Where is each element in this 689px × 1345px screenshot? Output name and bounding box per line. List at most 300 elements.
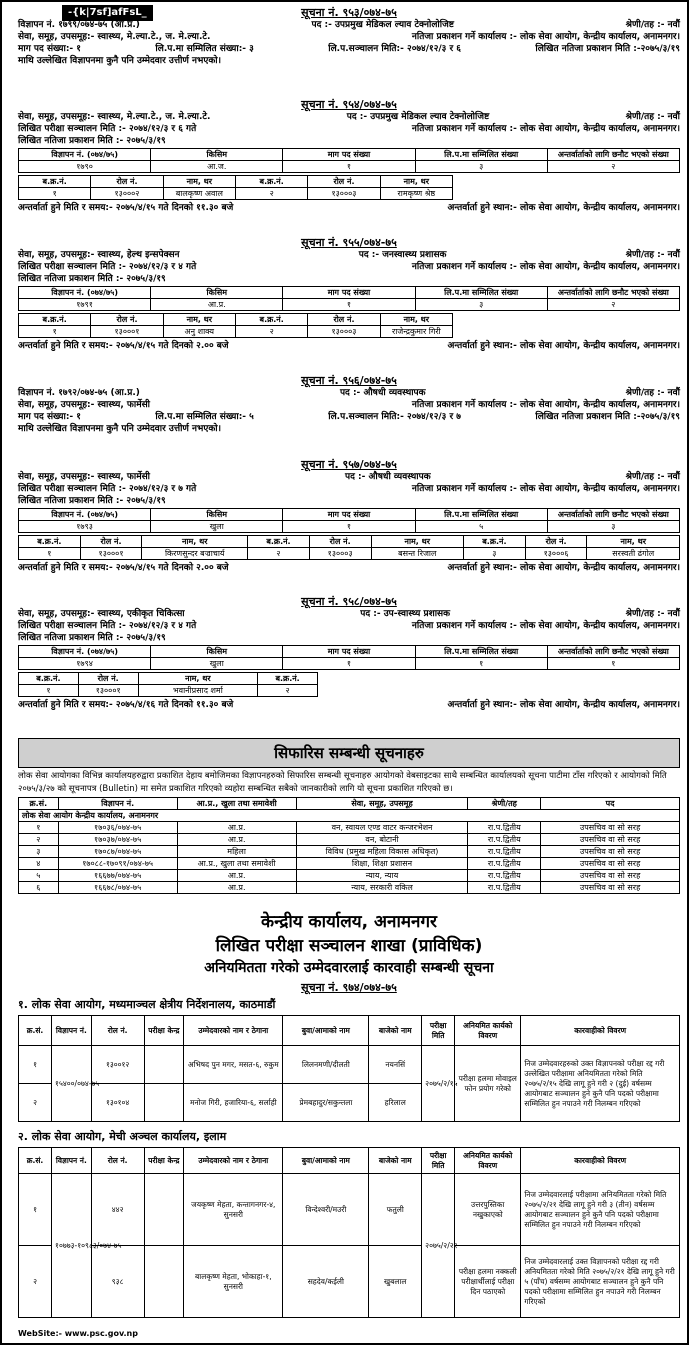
exam-date: लिखित परीक्षा सञ्चालन मिति :- २०७४/१२/३ र ७ गते [18, 484, 197, 494]
adv-table [18, 148, 680, 173]
cell: उत्तरपुस्तिका नखुकाएको [455, 1174, 521, 1246]
col-demand: माग पद संख्या [283, 149, 415, 161]
cell: उपसचिव वा सो सरह [541, 822, 680, 834]
col-participants: लि.प.मा सम्मिलित संख्या [415, 509, 547, 521]
cell: रा.प.द्वितीय [468, 870, 541, 882]
category-label: श्रेणी/तह :- [625, 388, 665, 398]
col: ब.क्र.नं. [19, 673, 79, 685]
category: नवौं [667, 472, 680, 482]
office-label: नतिजा प्रकाशन गर्ने कार्यालय :- [411, 124, 517, 134]
col: आ.प्र., खुला तथा समावेशी [177, 798, 296, 810]
category-label: श्रेणी/तह :- [625, 20, 665, 30]
cell: १७९० [19, 161, 151, 173]
cell: उपसचिव वा सो सरह [541, 858, 680, 870]
col: ब.क्र.नं. [464, 536, 526, 548]
col: नाम, थर [380, 176, 452, 188]
col: नाम, थर [163, 176, 235, 188]
notice-974-title: सूचना नं. ९७४/०७४-७५ [301, 981, 397, 994]
col: ब.क्र.नं. [235, 314, 307, 326]
adv-table [18, 508, 680, 533]
recommend-band: सिफारिस सम्बन्धी सूचनाहरु [18, 738, 680, 768]
category-label: श्रेणी/तह :- [625, 609, 665, 619]
place-label: अन्तर्वार्ता हुने स्थान:- [447, 341, 517, 351]
notice-title: सूचना नं. ९५५/०७४-७५ [301, 236, 397, 249]
cell: प्रेमबहादुर/सकुन्तला [283, 1084, 369, 1122]
col: क्र.सं. [19, 1016, 52, 1046]
col-shortlisted: अन्तर्वार्ताको लागि छनौट भएको संख्या [547, 509, 679, 521]
cell: १७०८७/०७४-७५ [58, 846, 177, 858]
result-date: २०७५/३/१९ [640, 44, 680, 54]
candidate-table [18, 175, 453, 200]
section-1-title: १. लोक सेवा आयोग, मध्यमाञ्चल क्षेत्रीय निर्देशनालय, काठमाडौं [18, 998, 276, 1011]
col: रोल नं. [91, 1148, 144, 1174]
place-label: अन्तर्वार्ता हुने स्थान:- [447, 203, 517, 213]
section-2-title: २. लोक सेवा आयोग, मेची अञ्चल कार्यालय, इलाम [18, 1130, 227, 1143]
post: उपप्रमुख मेडिकल ल्याव टेक्नोलोजिष्ट [370, 112, 490, 122]
col-participants: लि.प.मा सम्मिलित संख्या [415, 646, 547, 658]
cell: ३ [464, 548, 526, 560]
cell: २ [248, 548, 310, 560]
cell: १७९४ [19, 658, 151, 670]
office: लोक सेवा आयोग, केन्द्रीय कार्यालय, अनामनगर। [520, 32, 680, 42]
col: ब.क्र.नं. [19, 314, 91, 326]
col: परीक्षा मिति [422, 1148, 455, 1174]
cell: १६६७८/०७४-७५ [58, 882, 177, 894]
result-label: लिखित नतिजा प्रकाशन मिति :- [18, 496, 124, 506]
cell: महिला [177, 846, 296, 858]
cell: उपसचिव वा सो सरह [541, 846, 680, 858]
col: नाम, थर [163, 314, 235, 326]
cell: १ [283, 658, 415, 670]
cell: मनोज गिरी, हजारिया-६, सर्लाही [184, 1084, 283, 1122]
col: बुवा/आमाको नाम [283, 1016, 369, 1046]
col: रोल नं. [308, 314, 380, 326]
section-2-table-wrap [18, 1147, 680, 1318]
cell: ३ [415, 161, 547, 173]
post: औषधी व्यवस्थापक [363, 388, 426, 398]
cell: न्याय, न्याय [296, 870, 468, 882]
cell: १३०००६ [525, 548, 587, 560]
cell: निज उम्मेदवारहरुको उक्त विज्ञापनको परीक्षा रद्द गरी उल्लेखित परीक्षामा अनियमितता गरेको मिति २०७५/२/१५ देखि लागू हुने गरी २ (दुई) वर्षसम्म आयोगबाट सञ्चालन हुने कुनै पनि पदको परीक्षामा सम्मिलित हुन नपाउने गरी निलम्बन गरिएको [521, 1046, 680, 1122]
cell: आ.प्र., खुला तथा समावेशी [177, 858, 296, 870]
col: विज्ञापन नं. [58, 798, 177, 810]
cell: १०७७३-१०९८३/०७४-७५ [52, 1174, 92, 1318]
col: नाम, थर [371, 536, 464, 548]
exam-date: लिखित परीक्षा सञ्चालन मिति :- २०७४/१२/३ र ४ गते [18, 621, 197, 631]
category-label: श्रेणी/तह :- [625, 112, 665, 122]
interview-time: अन्तर्वार्ता हुने मिति र समय:- २०७५/४/१५ गते दिनको २.०० बजे [18, 563, 229, 573]
category: नवौं [667, 388, 680, 398]
service: सेवा, समूह, उपसमूह:- स्वास्थ्य, मे.ल्या.टे., ज. मे.ल्या.टे. [18, 32, 211, 42]
col: रोल नं. [91, 1016, 144, 1046]
cell: २ [547, 299, 679, 311]
col-type: किसिम [151, 287, 283, 299]
cell: विविध (प्रमुख महिला विकास अधिकृत) [296, 846, 468, 858]
cell: १ [547, 658, 679, 670]
col: विज्ञापन नं. [52, 1148, 92, 1174]
office-label: नतिजा प्रकाशन गर्ने कार्यालय :- [411, 484, 517, 494]
cell: आ.प्र. [177, 882, 296, 894]
place-label: अन्तर्वार्ता हुने स्थान:- [447, 700, 517, 710]
recommend-para: लोक सेवा आयोगका विभिन्न कार्यालयहरुद्वारा प्रकाशित देहाय बमोजिमका विज्ञापनहरुको सिफारिस सम्बन्धी सूचनाहरु आयोगको वेबसाइटका साथै सम्बन्धित कार्यालयको सूचना पाटीमा टाँस गरिएको र आयोगको मिति २०७५/३/२७ को सूचनापत्र (Bulletin) मा समेत प्रकाशित गरिएको व्यहोरा सम्बन्धित सबैको जानकारीको लागि यो सूचना प्रकाशित गरिएको छ। [18, 771, 667, 794]
cell: १३०००३ [308, 188, 380, 200]
no-pass-note: माथि उल्लेखित विज्ञापनमा कुनै पनि उम्मेदवार उत्तीर्ण नभएको। [18, 56, 221, 66]
place: लोक सेवा आयोग, केन्द्रीय कार्यालय, अनामनगर। [520, 563, 680, 573]
cell: १७०३७/०७४-७५ [58, 834, 177, 846]
col-adv: विज्ञापन नं. (०७४/७५) [19, 287, 151, 299]
cell: ५ [19, 870, 59, 882]
cell: ३ [547, 521, 679, 533]
col: सेवा, समूह, उपसमूह [296, 798, 468, 810]
cell: रा.प.द्वितीय [468, 858, 541, 870]
category: नवौं [667, 250, 680, 260]
adv-no: विज्ञापन नं. १७९९/०७४-७५ (आ.प्र.) [18, 20, 140, 30]
cell: ४४२ [91, 1174, 144, 1246]
col: विज्ञापन नं. [52, 1016, 92, 1046]
exam-date: लि.प.सञ्चालन मिति:- २०७४/१२/३ र ७ [328, 412, 461, 422]
exam-date: लिखित परीक्षा सञ्चालन मिति :- २०७४/१२/३ र ६ गते [18, 124, 197, 134]
result-label: लिखित नतिजा प्रकाशन मिति :- [18, 633, 124, 643]
cell: १ [19, 685, 79, 697]
cell: १३०००२ [91, 188, 163, 200]
cell: ३ [19, 846, 59, 858]
cell: १३०००१ [78, 685, 138, 697]
col: कारवाहीको विवरण [521, 1016, 680, 1046]
col: ब.क्र.नं. [248, 536, 310, 548]
recommend-table-wrap [18, 797, 680, 894]
cell: १ [283, 299, 415, 311]
col-demand: माग पद संख्या [283, 646, 415, 658]
cell: निज उम्मेदवारलाई उक्त विज्ञापनको परीक्षा रद्द गरी अनियमितता गरेको मिति २०७५/२/२१ देखि लागू हुने गरी ५ (पाँच) वर्षसम्म आयोगबाट सञ्चालन हुने कुनै पनि पदको परीक्षामा सम्मिलित हुन नपाउने गरी निलम्बन गरिएको [521, 1246, 680, 1318]
category-label: श्रेणी/तह :- [625, 250, 665, 260]
result-label: लिखित नतिजा प्रकाशन मिति :- [18, 136, 124, 146]
interview-time: अन्तर्वार्ता हुने मिति र समय:- २०७५/४/१६ गते दिनको ११.३० बजे [18, 700, 234, 710]
category: नवौं [667, 609, 680, 619]
cell: उपसचिव वा सो सरह [541, 870, 680, 882]
post: उप-स्वास्थ्य प्रशासक [383, 609, 451, 619]
office-label: नतिजा प्रकाशन गर्ने कार्यालय :- [411, 262, 517, 272]
service: सेवा, समूह, उपसमूह:- स्वास्थ्य, फार्मेसी [18, 400, 150, 410]
place: लोक सेवा आयोग, केन्द्रीय कार्यालय, अनामनगर। [520, 203, 680, 213]
cell: १३०००३ [309, 548, 371, 560]
cell: १३०००१ [80, 548, 142, 560]
cell: २ [19, 1084, 52, 1122]
adv-table [18, 645, 680, 670]
col-adv: विज्ञापन नं. (०७४/७५) [19, 646, 151, 658]
recommend-table [18, 797, 680, 894]
office-label: नतिजा प्रकाशन गर्ने कार्यालय :- [411, 400, 517, 410]
office: लोक सेवा आयोग, केन्द्रीय कार्यालय, अनामनगर। [520, 124, 680, 134]
result-label: लिखित नतिजा प्रकाशन मिति :- [535, 412, 641, 422]
website-link[interactable]: WebSite:- www.psc.gov.np [18, 1329, 138, 1338]
col-type: किसिम [151, 509, 283, 521]
candidate-table [18, 313, 453, 338]
col-shortlisted: अन्तर्वार्ताको लागि छनौट भएको संख्या [547, 287, 679, 299]
col-shortlisted: अन्तर्वार्ताको लागि छनौट भएको संख्या [547, 646, 679, 658]
cell: २०७५/२/२१ [422, 1174, 455, 1318]
cell: २ [19, 1246, 52, 1318]
col: रोल नं. [80, 536, 142, 548]
cell: वन, बोटानी [296, 834, 468, 846]
cell: आ.ज. [151, 161, 283, 173]
interview-time: अन्तर्वार्ता हुने मिति र समय:- २०७५/४/१५ गते दिनको २.०० बजे [18, 341, 229, 351]
cell: २०७५/२/१५ [422, 1046, 455, 1122]
post-label: पद :- [360, 609, 381, 619]
post-label: पद :- [346, 112, 368, 122]
service: सेवा, समूह, उपसमूह:- स्वास्थ्य, एकीकृत चिकित्सा [18, 609, 185, 619]
section-1-table [18, 1015, 680, 1122]
col-type: किसिम [151, 646, 283, 658]
col: ब.क्र.नं. [19, 176, 91, 188]
cell: १३००१२ [91, 1046, 144, 1084]
office-label: नतिजा प्रकाशन गर्ने कार्यालय :- [411, 32, 517, 42]
cell: बालकृष्ण मेहता, भोकाहा-१, सुनसरी [184, 1246, 283, 1318]
office: लोक सेवा आयोग, केन्द्रीय कार्यालय, अनामनगर। [520, 484, 680, 494]
section-2-table [18, 1147, 680, 1318]
cell: हरिलाल [369, 1084, 422, 1122]
cell: परीक्षा हलमा नक्कली परीक्षार्थीलाई परीक्षा दिन पठाएको [455, 1246, 521, 1318]
cell: अनु शाक्य [163, 326, 235, 338]
col: ब.क्र.नं. [258, 673, 318, 685]
cell: शिक्षा, शिक्षा प्रशासन [296, 858, 468, 870]
col: कारवाहीको विवरण [521, 1148, 680, 1174]
cell: रा.प.द्वितीय [468, 846, 541, 858]
notice-title: सूचना नं. ९५४/०७४-७५ [301, 98, 397, 111]
service: सेवा, समूह, उपसमूह:- स्वास्थ्य, फार्मेसी [18, 472, 150, 482]
cell: ४ [19, 858, 59, 870]
cell: जयकृष्ण मेहता, कन्तागनगर-४, सुनसरी [184, 1174, 283, 1246]
cell: १३०१०४ [91, 1084, 144, 1122]
col: उम्मेदवारको नाम र ठेगाना [184, 1148, 283, 1174]
cell: १ [283, 161, 415, 173]
cell: भवानीप्रसाद शर्मा [138, 685, 258, 697]
col: ब.क्र.नं. [19, 536, 81, 548]
cell: १ [19, 548, 81, 560]
category: नवौं [667, 20, 680, 30]
col: रोल नं. [78, 673, 138, 685]
col: बुवा/आमाको नाम [283, 1148, 369, 1174]
cell: वन, स्वायल एण्ड वाटर कन्जरभेशन [296, 822, 468, 834]
cell: १ [283, 521, 415, 533]
cell: परीक्षा हलमा मोवाइल फोन प्रयोग गरेको [455, 1046, 521, 1122]
notice-958 [18, 595, 680, 712]
notice-953 [18, 6, 680, 68]
col: रोल नं. [525, 536, 587, 548]
cell: १७९१ [19, 299, 151, 311]
cell: नयनसिं [369, 1046, 422, 1084]
participants: लि.प.मा सम्मिलित संख्या:- ५ [155, 412, 254, 422]
col: अनियमित कार्यको विवरण [455, 1148, 521, 1174]
notice-957 [18, 458, 680, 575]
cell: २ [19, 834, 59, 846]
notice-title: सूचना नं. ९५६/०७४-७५ [301, 374, 397, 387]
cell: ३ [415, 299, 547, 311]
office-row: लोक सेवा आयोग केन्द्रीय कार्यालय, अनामनगर [19, 810, 680, 822]
notice-954 [18, 98, 680, 215]
cell: रा.प.द्वितीय [468, 882, 541, 894]
cell: १७०३६/०७४-७५ [58, 822, 177, 834]
post-label: पद :- [345, 472, 366, 482]
col: बाजेको नाम [369, 1148, 422, 1174]
col: नाम, थर [142, 536, 248, 548]
cell: किरणसुन्दर बज्राचार्य [142, 548, 248, 560]
cell: रा.प.द्वितीय [468, 834, 541, 846]
cell: १३०००३ [308, 326, 380, 338]
cell: १ [19, 1174, 52, 1246]
result-date: २०७५/३/१९ [126, 136, 166, 146]
col: ब.क्र.नं. [235, 176, 307, 188]
cell: २ [547, 161, 679, 173]
place-label: अन्तर्वार्ता हुने स्थान:- [447, 563, 517, 573]
post-label: पद :- [358, 250, 380, 260]
cell: फतुली [369, 1174, 422, 1246]
interview-time: अन्तर्वार्ता हुने मिति र समय:- २०७५/४/१५ गते दिनको ११.३० बजे [18, 203, 234, 213]
cell [144, 1084, 184, 1122]
cell: १७०८८-१७०९१/०७४-७५ [58, 858, 177, 870]
col: अनियमित कार्यको विवरण [455, 1016, 521, 1046]
service: सेवा, समूह, उपसमूह:- स्वास्थ्य, मे.ल्या.टे., ज. मे.ल्या.टे. [18, 112, 211, 122]
post: उपप्रमुख मेडिकल ल्याव टेक्नोलोजिष्ट [335, 20, 455, 30]
notice-955 [18, 236, 680, 353]
cell: आ.प्र. [177, 870, 296, 882]
cell: खुबलाल [369, 1246, 422, 1318]
notice-title: सूचना नं. ९५३/०७४-७५ [301, 6, 397, 19]
section-1-table-wrap [18, 1015, 680, 1122]
col: क्र.सं. [19, 1148, 52, 1174]
col: पद [541, 798, 680, 810]
notice-title: सूचना नं. ९५७/०७४-७५ [301, 458, 397, 471]
cell: सहदेव/कईली [283, 1246, 369, 1318]
cell: खुला [151, 521, 283, 533]
adv-no: विज्ञापन नं. १७९२/०७४-७५ (आ.प्र.) [18, 388, 140, 398]
page-tag: -{k|7sf]afFsL_ [62, 5, 153, 21]
col: रोल नं. [308, 176, 380, 188]
exam-date: लिखित परीक्षा सञ्चालन मिति :- २०७४/१२/३ र ४ गते [18, 262, 197, 272]
col: नाम, थर [138, 673, 258, 685]
cell: लिलनमणी/दीलती [283, 1046, 369, 1084]
col: नाम, थर [380, 314, 452, 326]
col: क्र.सं. [19, 798, 59, 810]
cell: ९३८ [91, 1246, 144, 1318]
post: जनस्वास्थ्य प्रशासक [382, 250, 447, 260]
cell [144, 1246, 184, 1318]
col-participants: लि.प.मा सम्मिलित संख्या [415, 149, 547, 161]
cell: आ.प्र. [177, 834, 296, 846]
col-participants: लि.प.मा सम्मिलित संख्या [415, 287, 547, 299]
category: नवौं [667, 112, 680, 122]
cell: बसन्त रिजाल [371, 548, 464, 560]
cell: ५ [415, 521, 547, 533]
col-adv: विज्ञापन नं. (०७४/७५) [19, 149, 151, 161]
cell: उपसचिव वा सो सरह [541, 882, 680, 894]
post-label: पद :- [339, 388, 361, 398]
cell: आ.प्र. [177, 822, 296, 834]
office: लोक सेवा आयोग, केन्द्रीय कार्यालय, अनामनगर। [520, 621, 680, 631]
candidate-table [18, 672, 318, 697]
col-adv: विज्ञापन नं. (०७४/७५) [19, 509, 151, 521]
result-date: २०७५/३/१९ [126, 496, 166, 506]
cell: सरस्वती ढंगोल [587, 548, 680, 560]
demand: माग पद संख्या:- १ [18, 412, 81, 422]
cell [144, 1046, 184, 1084]
cell: राजेन्द्रकुमार गिरी [380, 326, 452, 338]
cell: अभिषद पुन मगर, मसत-६, रुकुम [184, 1046, 283, 1084]
adv-table [18, 286, 680, 311]
cell: १३०००१ [91, 326, 163, 338]
col: श्रेणी/तह [468, 798, 541, 810]
col-demand: माग पद संख्या [283, 287, 415, 299]
result-label: लिखित नतिजा प्रकाशन मिति :- [18, 274, 124, 284]
cell: खुला [151, 658, 283, 670]
branch-title: लिखित परीक्षा सञ्चालन शाखा (प्राविधिक) [215, 936, 483, 956]
office: लोक सेवा आयोग, केन्द्रीय कार्यालय, अनामनगर। [520, 262, 680, 272]
cell: १ [19, 822, 59, 834]
cell: रामकृष्ण श्रेष्ठ [380, 188, 452, 200]
cell: न्याय, सरकारी वकिल [296, 882, 468, 894]
category-label: श्रेणी/तह :- [625, 472, 665, 482]
cell: १५४००/०७४-७५ [52, 1046, 92, 1122]
participants: लि.प.मा सम्मिलित संख्या:- ३ [155, 44, 254, 54]
col-shortlisted: अन्तर्वार्ताको लागि छनौट भएको संख्या [547, 149, 679, 161]
cell: उपसचिव वा सो सरह [541, 834, 680, 846]
action-notice-title: अनियमितता गरेको उम्मेदवारलाई कारवाही सम्बन्धी सूचना [204, 960, 494, 976]
cell: १७९३ [19, 521, 151, 533]
col: रोल नं. [309, 536, 371, 548]
post-label: पद :- [311, 20, 332, 30]
service: सेवा, समूह, उपसमूह:- स्वास्थ्य, हेल्थ इन्सपेक्सन [18, 250, 180, 260]
office: लोक सेवा आयोग, केन्द्रीय कार्यालय, अनामनगर। [520, 400, 680, 410]
cell: निज उम्मेदवारलाई परीक्षामा अनियमितता गरेको मिति २०७५/२/२१ देखि लागू हुने गरी ३ (तीन) वर्षसम्म आयोगबाट सञ्चालन हुने कुनै पनि पदको परीक्षामा सम्मिलित हुन नपाउने गरी निलम्बन गरिएको [521, 1174, 680, 1246]
candidate-table [18, 535, 680, 560]
cell: १ [19, 1046, 52, 1084]
place: लोक सेवा आयोग, केन्द्रीय कार्यालय, अनामनगर। [520, 341, 680, 351]
cell: १ [19, 188, 91, 200]
cell: १ [415, 658, 547, 670]
cell: रा.प.द्वितीय [468, 822, 541, 834]
col-demand: माग पद संख्या [283, 509, 415, 521]
demand: माग पद संख्या:- १ [18, 44, 81, 54]
cell: १६६७७/०७४-७५ [58, 870, 177, 882]
cell: १ [19, 326, 91, 338]
cell [144, 1174, 184, 1246]
col: परीक्षा मिति [422, 1016, 455, 1046]
no-pass-note: माथि उल्लेखित विज्ञापनमा कुनै पनि उम्मेदवार उत्तीर्ण नभएको। [18, 424, 221, 434]
col: परीक्षा केन्द्र [144, 1148, 184, 1174]
cell: २ [235, 326, 307, 338]
exam-date: लि.प.सञ्चालन मिति:- २०७४/१२/३ र ६ [328, 44, 461, 54]
col: बाजेको नाम [369, 1016, 422, 1046]
notice-956 [18, 374, 680, 436]
col: रोल नं. [91, 314, 163, 326]
post: औषधी व्यवस्थापक [368, 472, 431, 482]
col: नाम, थर [587, 536, 680, 548]
cell: २ [258, 685, 318, 697]
central-office-title: केन्द्रीय कार्यालय, अनामनगर [261, 912, 437, 932]
col: उम्मेदवारको नाम र ठेगाना [184, 1016, 283, 1046]
place: लोक सेवा आयोग, केन्द्रीय कार्यालय, अनामनगर। [520, 700, 680, 710]
cell: बालकृष्ण अवाल [163, 188, 235, 200]
cell: विन्देश्वरी/मउरी [283, 1174, 369, 1246]
cell: आ.प्र. [151, 299, 283, 311]
office-label: नतिजा प्रकाशन गर्ने कार्यालय :- [411, 621, 517, 631]
col: परीक्षा केन्द्र [144, 1016, 184, 1046]
result-date: २०७५/३/१९ [640, 412, 680, 422]
result-label: लिखित नतिजा प्रकाशन मिति :- [535, 44, 641, 54]
result-date: २०७५/३/१९ [126, 274, 166, 284]
cell: ६ [19, 882, 59, 894]
col-type: किसिम [151, 149, 283, 161]
col: रोल नं. [91, 176, 163, 188]
